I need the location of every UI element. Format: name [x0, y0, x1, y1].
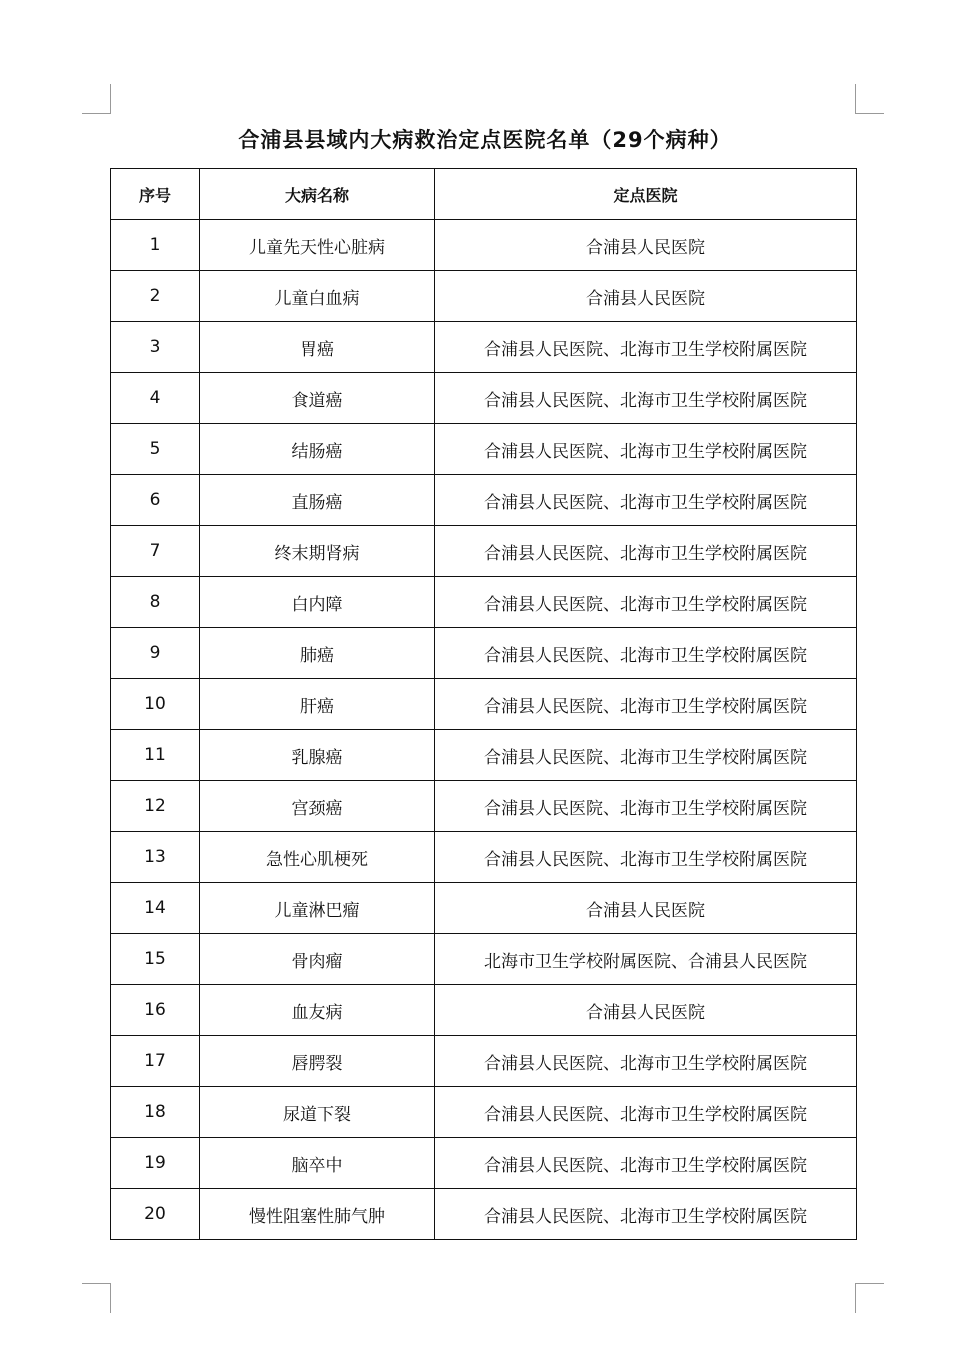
- row-number: 14: [111, 883, 200, 934]
- row-number: 8: [111, 577, 200, 628]
- row-number: 20: [111, 1189, 200, 1240]
- hospital-name: 合浦县人民医院、北海市卫生学校附属医院: [435, 832, 857, 883]
- hospital-name: 合浦县人民医院、北海市卫生学校附属医院: [435, 1189, 857, 1240]
- hospital-name: 合浦县人民医院、北海市卫生学校附属医院: [435, 1036, 857, 1087]
- table-header-row: [111, 169, 857, 220]
- crop-mark-bottom-left-v: [110, 1283, 111, 1313]
- disease-name: 终末期肾病: [200, 526, 435, 577]
- hospital-table: [110, 168, 857, 1240]
- row-number: 1: [111, 220, 200, 271]
- header-serial-number: 序号: [111, 169, 200, 220]
- row-number: 17: [111, 1036, 200, 1087]
- crop-mark-top-right-v: [855, 84, 856, 114]
- disease-name: 食道癌: [200, 373, 435, 424]
- row-number: 15: [111, 934, 200, 985]
- disease-name: 唇腭裂: [200, 1036, 435, 1087]
- hospital-name: 合浦县人民医院、北海市卫生学校附属医院: [435, 577, 857, 628]
- table-row: [111, 322, 857, 373]
- header-disease-name: 大病名称: [200, 169, 435, 220]
- row-number: 16: [111, 985, 200, 1036]
- table-row: [111, 424, 857, 475]
- row-number: 5: [111, 424, 200, 475]
- disease-name: 脑卒中: [200, 1138, 435, 1189]
- row-number: 19: [111, 1138, 200, 1189]
- crop-mark-bottom-right-v: [855, 1283, 856, 1313]
- table-row: [111, 1189, 857, 1240]
- hospital-name: 合浦县人民医院、北海市卫生学校附属医院: [435, 373, 857, 424]
- hospital-name: 北海市卫生学校附属医院、合浦县人民医院: [435, 934, 857, 985]
- table-row: [111, 1138, 857, 1189]
- hospital-name: 合浦县人民医院、北海市卫生学校附属医院: [435, 424, 857, 475]
- row-number: 10: [111, 679, 200, 730]
- hospital-name: 合浦县人民医院: [435, 883, 857, 934]
- hospital-name: 合浦县人民医院: [435, 220, 857, 271]
- table-row: [111, 985, 857, 1036]
- row-number: 18: [111, 1087, 200, 1138]
- disease-name: 肝癌: [200, 679, 435, 730]
- hospital-name: 合浦县人民医院、北海市卫生学校附属医院: [435, 526, 857, 577]
- table-row: [111, 628, 857, 679]
- table-row: [111, 1036, 857, 1087]
- row-number: 4: [111, 373, 200, 424]
- table-row: [111, 883, 857, 934]
- disease-name: 肺癌: [200, 628, 435, 679]
- row-number: 3: [111, 322, 200, 373]
- hospital-name: 合浦县人民医院: [435, 985, 857, 1036]
- disease-name: 乳腺癌: [200, 730, 435, 781]
- disease-name: 骨肉瘤: [200, 934, 435, 985]
- table-row: [111, 577, 857, 628]
- page-title: 合浦县县域内大病救治定点医院名单（29个病种）: [238, 128, 732, 152]
- disease-name: 儿童淋巴瘤: [200, 883, 435, 934]
- table-row: [111, 832, 857, 883]
- table-row: [111, 781, 857, 832]
- hospital-name: 合浦县人民医院、北海市卫生学校附属医院: [435, 730, 857, 781]
- disease-name: 结肠癌: [200, 424, 435, 475]
- header-designated-hospital: 定点医院: [435, 169, 857, 220]
- hospital-name: 合浦县人民医院、北海市卫生学校附属医院: [435, 475, 857, 526]
- table-row: [111, 934, 857, 985]
- row-number: 11: [111, 730, 200, 781]
- row-number: 6: [111, 475, 200, 526]
- crop-mark-bottom-right-h: [855, 1283, 884, 1284]
- table-row: [111, 679, 857, 730]
- disease-name: 直肠癌: [200, 475, 435, 526]
- hospital-name: 合浦县人民医院、北海市卫生学校附属医院: [435, 1087, 857, 1138]
- crop-mark-top-left-h: [82, 113, 111, 114]
- disease-name: 儿童先天性心脏病: [200, 220, 435, 271]
- row-number: 9: [111, 628, 200, 679]
- disease-name: 血友病: [200, 985, 435, 1036]
- disease-name: 尿道下裂: [200, 1087, 435, 1138]
- disease-name: 宫颈癌: [200, 781, 435, 832]
- hospital-name: 合浦县人民医院、北海市卫生学校附属医院: [435, 628, 857, 679]
- hospital-name: 合浦县人民医院、北海市卫生学校附属医院: [435, 679, 857, 730]
- disease-name: 白内障: [200, 577, 435, 628]
- row-number: 12: [111, 781, 200, 832]
- disease-name: 慢性阻塞性肺气肿: [200, 1189, 435, 1240]
- table-row: [111, 526, 857, 577]
- table-row: [111, 271, 857, 322]
- table-row: [111, 475, 857, 526]
- disease-name: 儿童白血病: [200, 271, 435, 322]
- hospital-name: 合浦县人民医院、北海市卫生学校附属医院: [435, 781, 857, 832]
- row-number: 2: [111, 271, 200, 322]
- row-number: 7: [111, 526, 200, 577]
- table-row: [111, 220, 857, 271]
- table-row: [111, 373, 857, 424]
- table-row: [111, 1087, 857, 1138]
- crop-mark-top-left-v: [110, 84, 111, 114]
- table-row: [111, 730, 857, 781]
- row-number: 13: [111, 832, 200, 883]
- hospital-name: 合浦县人民医院、北海市卫生学校附属医院: [435, 322, 857, 373]
- crop-mark-top-right-h: [855, 113, 884, 114]
- hospital-name: 合浦县人民医院: [435, 271, 857, 322]
- crop-mark-bottom-left-h: [82, 1283, 111, 1284]
- disease-name: 急性心肌梗死: [200, 832, 435, 883]
- disease-name: 胃癌: [200, 322, 435, 373]
- hospital-name: 合浦县人民医院、北海市卫生学校附属医院: [435, 1138, 857, 1189]
